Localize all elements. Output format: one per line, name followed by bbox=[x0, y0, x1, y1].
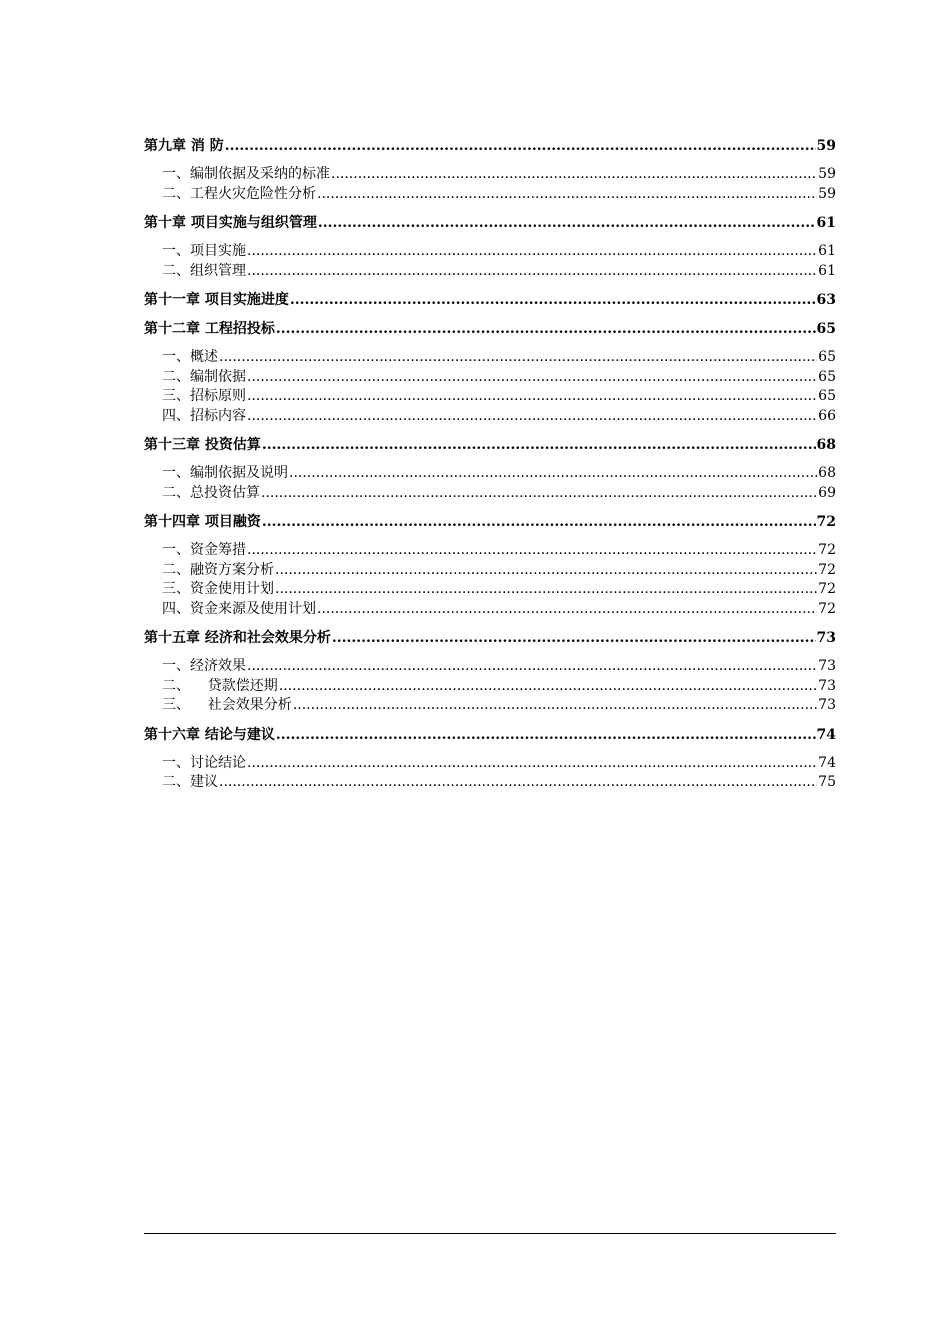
footer-divider bbox=[144, 1233, 836, 1234]
toc-leader-dots bbox=[247, 242, 817, 262]
toc-chapter-12[interactable] bbox=[144, 319, 836, 339]
toc-leader-dots bbox=[318, 213, 816, 233]
toc-page-number: 65 bbox=[818, 349, 836, 365]
toc-section-title: 三、资金使用计划 bbox=[162, 581, 274, 597]
toc-section-title: 一、概述 bbox=[162, 349, 218, 365]
toc-section-14-1[interactable] bbox=[144, 541, 836, 561]
toc-section-title: 四、资金来源及使用计划 bbox=[162, 600, 316, 617]
toc-chapter-title: 第九章 消 防 bbox=[144, 138, 224, 154]
toc-leader-dots bbox=[247, 368, 817, 388]
toc-section-title: 一、资金筹措 bbox=[162, 542, 246, 558]
toc-leader-dots bbox=[276, 319, 816, 339]
toc-leader-dots bbox=[275, 561, 817, 581]
toc-leader-dots bbox=[317, 600, 817, 620]
toc-page-number: 73 bbox=[818, 658, 836, 674]
toc-section-10-1[interactable] bbox=[144, 242, 836, 262]
toc-section-title: 二、编制依据 bbox=[162, 368, 246, 385]
toc-leader-dots bbox=[247, 407, 817, 427]
toc-section-12-4[interactable] bbox=[144, 407, 836, 427]
toc-page-number: 61 bbox=[818, 262, 836, 279]
toc-page-number: 72 bbox=[818, 542, 836, 558]
toc-leader-dots bbox=[225, 136, 816, 156]
toc-leader-dots bbox=[279, 677, 817, 697]
toc-leader-dots bbox=[247, 541, 817, 561]
toc-section-title: 二、总投资估算 bbox=[162, 484, 260, 501]
toc-page-number: 65 bbox=[818, 368, 836, 385]
toc-leader-dots bbox=[317, 185, 817, 205]
toc-section-title: 一、项目实施 bbox=[162, 243, 246, 259]
toc-chapter-title: 第十一章 项目实施进度 bbox=[144, 292, 289, 308]
toc-leader-dots bbox=[290, 290, 816, 310]
toc-section-title: 三、 社会效果分析 bbox=[162, 697, 292, 713]
toc-section-title: 二、工程火灾危险性分析 bbox=[162, 185, 316, 202]
toc-page-number: 65 bbox=[816, 321, 836, 337]
toc-section-title: 一、讨论结论 bbox=[162, 754, 246, 771]
toc-page-number: 61 bbox=[816, 215, 836, 231]
toc-section-title: 一、编制依据及采纳的标准 bbox=[162, 166, 330, 182]
toc-page-number: 59 bbox=[816, 138, 836, 154]
toc-leader-dots bbox=[219, 348, 817, 368]
toc-page-number: 65 bbox=[818, 388, 836, 404]
toc-section-title: 二、 贷款偿还期 bbox=[162, 677, 278, 694]
toc-section-9-1[interactable] bbox=[144, 165, 836, 185]
toc-page-number: 66 bbox=[818, 407, 836, 424]
toc-leader-dots bbox=[331, 165, 817, 185]
toc-leader-dots bbox=[293, 696, 817, 716]
toc-section-title: 四、招标内容 bbox=[162, 407, 246, 424]
toc-chapter-title: 第十四章 项目融资 bbox=[144, 514, 261, 530]
toc-leader-dots bbox=[247, 262, 817, 282]
toc-page-number: 74 bbox=[818, 754, 836, 771]
toc-section-title: 三、招标原则 bbox=[162, 388, 246, 404]
toc-chapter-title: 第十六章 结论与建议 bbox=[144, 726, 275, 743]
toc-chapter-title: 第十五章 经济和社会效果分析 bbox=[144, 630, 331, 646]
toc-page-number: 73 bbox=[816, 630, 836, 646]
toc-leader-dots bbox=[247, 387, 817, 407]
toc-section-13-2[interactable] bbox=[144, 484, 836, 504]
toc-section-title: 二、融资方案分析 bbox=[162, 561, 274, 578]
toc-leader-dots bbox=[247, 657, 817, 677]
toc-leader-dots bbox=[219, 773, 817, 793]
table-of-contents bbox=[144, 136, 836, 793]
toc-section-15-2[interactable] bbox=[144, 677, 836, 697]
toc-section-title: 一、经济效果 bbox=[162, 658, 246, 674]
toc-section-14-4[interactable] bbox=[144, 600, 836, 620]
toc-section-12-2[interactable] bbox=[144, 368, 836, 388]
toc-chapter-13[interactable] bbox=[144, 435, 836, 455]
toc-chapter-title: 第十二章 工程招投标 bbox=[144, 321, 275, 337]
toc-leader-dots bbox=[276, 725, 816, 745]
toc-page-number: 69 bbox=[818, 484, 836, 501]
toc-section-title: 一、编制依据及说明 bbox=[162, 465, 288, 481]
toc-page-number: 72 bbox=[818, 581, 836, 597]
toc-leader-dots bbox=[332, 628, 816, 648]
toc-section-14-3[interactable] bbox=[144, 580, 836, 600]
toc-page-number: 72 bbox=[818, 561, 836, 578]
toc-section-16-1[interactable] bbox=[144, 754, 836, 774]
toc-section-title: 二、建议 bbox=[162, 774, 218, 790]
toc-section-15-3[interactable] bbox=[144, 696, 836, 716]
toc-leader-dots bbox=[262, 512, 816, 532]
toc-chapter-10[interactable] bbox=[144, 213, 836, 233]
toc-leader-dots bbox=[262, 435, 816, 455]
toc-page-number: 73 bbox=[818, 697, 836, 713]
toc-section-13-1[interactable] bbox=[144, 464, 836, 484]
toc-page-number: 68 bbox=[818, 465, 836, 481]
toc-section-10-2[interactable] bbox=[144, 262, 836, 282]
toc-section-14-2[interactable] bbox=[144, 561, 836, 581]
toc-chapter-15[interactable] bbox=[144, 628, 836, 648]
toc-leader-dots bbox=[247, 754, 817, 774]
toc-section-16-2[interactable] bbox=[144, 773, 836, 793]
toc-page-number: 72 bbox=[818, 600, 836, 617]
toc-chapter-title: 第十三章 投资估算 bbox=[144, 437, 261, 453]
toc-section-9-2[interactable] bbox=[144, 185, 836, 205]
toc-chapter-14[interactable] bbox=[144, 512, 836, 532]
toc-page-number: 75 bbox=[818, 774, 836, 790]
toc-section-15-1[interactable] bbox=[144, 657, 836, 677]
toc-section-12-3[interactable] bbox=[144, 387, 836, 407]
toc-chapter-16[interactable] bbox=[144, 725, 836, 745]
toc-leader-dots bbox=[261, 484, 817, 504]
toc-chapter-11[interactable] bbox=[144, 290, 836, 310]
toc-page-number: 74 bbox=[816, 726, 836, 743]
toc-page-number: 68 bbox=[816, 437, 836, 453]
toc-page-number: 73 bbox=[818, 677, 836, 694]
toc-section-title: 二、组织管理 bbox=[162, 262, 246, 279]
toc-page-number: 59 bbox=[818, 166, 836, 182]
toc-page-number: 72 bbox=[816, 514, 836, 530]
toc-chapter-title: 第十章 项目实施与组织管理 bbox=[144, 215, 317, 231]
toc-page-number: 63 bbox=[816, 292, 836, 308]
toc-chapter-9[interactable] bbox=[144, 136, 836, 156]
toc-leader-dots bbox=[289, 464, 817, 484]
toc-section-12-1[interactable] bbox=[144, 348, 836, 368]
toc-page-number: 59 bbox=[818, 185, 836, 202]
toc-page-number: 61 bbox=[818, 243, 836, 259]
toc-leader-dots bbox=[275, 580, 817, 600]
